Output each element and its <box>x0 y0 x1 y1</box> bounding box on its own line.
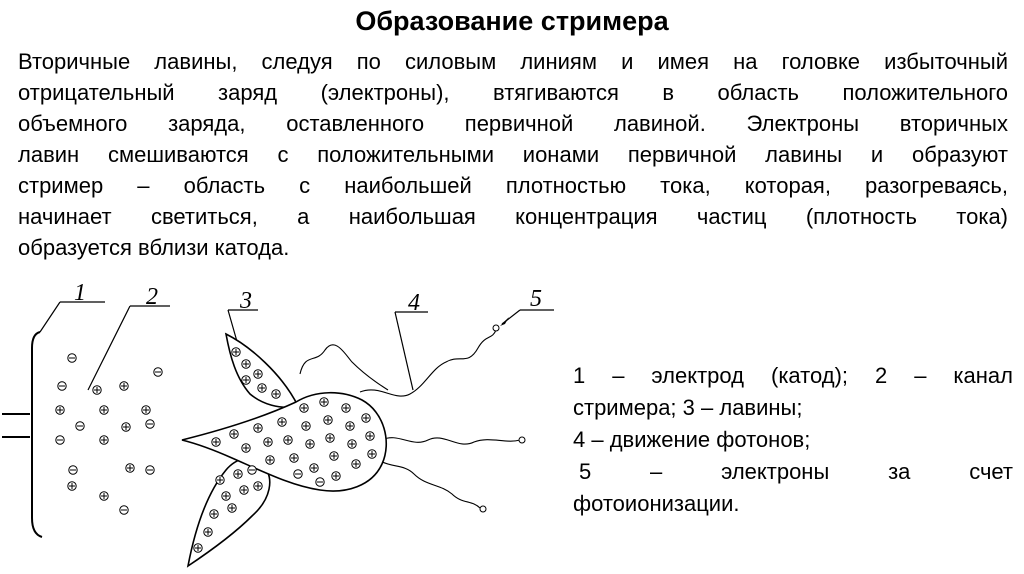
caption-line: фотоионизации. <box>573 491 740 516</box>
paragraph-line: Вторичные лавины, следуя по силовым линиям и имея на головке избыточный <box>18 49 1008 74</box>
slide-title: Образование стримера <box>355 6 669 36</box>
caption-line: 4 – движение фотонов; <box>573 427 811 452</box>
paragraph-line: отрицательный заряд (электроны), втягиваются в область положительного <box>18 80 1008 105</box>
figure-label: 5 <box>530 286 542 312</box>
paragraph-line: начинает светиться, а наибольшая концентрация частиц (плотность тока) <box>18 204 1008 229</box>
paragraph-line: стример – область с наибольшей плотностью тока, которая, разогреваясь, <box>18 173 1008 198</box>
cathode-electrode <box>2 332 42 537</box>
caption-line: 5 – электроны за счет <box>579 459 1013 484</box>
avalanche-upper <box>226 334 298 407</box>
figure-label: 1 <box>74 282 86 306</box>
figure-label: 3 <box>240 288 252 314</box>
caption-line: стримера; 3 – лавины; <box>573 395 803 420</box>
paragraph-line: объемного заряда, оставленного первичной лавиной. Электроны вторичных <box>18 111 1008 136</box>
description-paragraph <box>18 46 1008 263</box>
paragraph-line: образуется вблизи катода. <box>18 235 290 260</box>
paragraph-line: лавин смешиваются с положительными ионами первичной лавины и образуют <box>18 142 1008 167</box>
figure-label: 2 <box>146 284 158 310</box>
arrow-icon <box>500 317 509 326</box>
free-ions <box>56 354 162 514</box>
figure-label: 4 <box>408 290 420 316</box>
caption-line: 1 – электрод (катод); 2 – канал <box>573 363 1013 388</box>
streamer-diagram <box>0 282 560 574</box>
figure-caption <box>573 360 1013 520</box>
